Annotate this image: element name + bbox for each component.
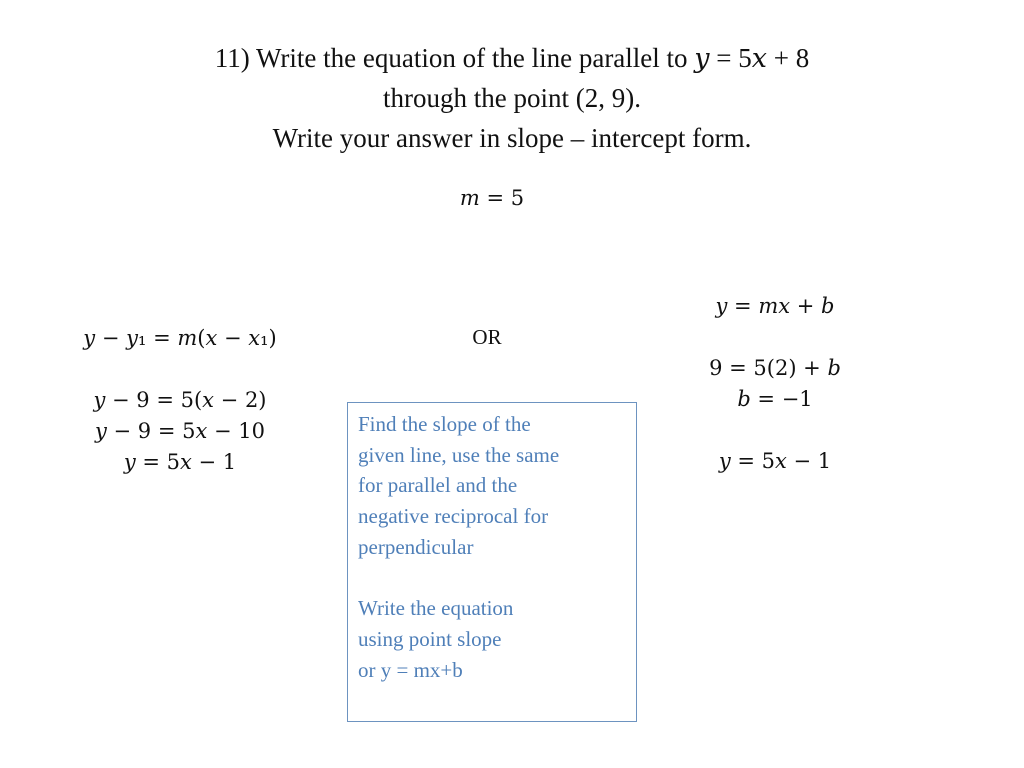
slope-intercept-method: [660, 291, 890, 477]
point-slope-method: [40, 323, 320, 478]
hint-note-box: [347, 402, 637, 722]
slope-intercept-formula: 𝑦 = 𝑚𝑥 + 𝑏: [715, 294, 835, 318]
point-slope-step-1: 𝑦 − 9 = 5(𝑥 − 2): [93, 388, 267, 412]
problem-statement: [40, 38, 984, 158]
problem-line-3: Write your answer in slope – intercept form.: [272, 123, 752, 153]
hint-paragraph-2: Write the equation using point slope or y = mx+b: [358, 596, 514, 682]
slope-intercept-step-2: 𝑏 = −1: [737, 387, 813, 411]
slope-value: 𝑚 = 5: [459, 186, 525, 210]
slope-intercept-step-1: 9 = 5(2) + 𝑏: [709, 356, 841, 380]
point-slope-step-2: 𝑦 − 9 = 5𝑥 − 10: [95, 419, 265, 443]
problem-line-2: through the point (2, 9).: [383, 83, 641, 113]
point-slope-formula: 𝑦 − 𝑦₁ = 𝑚(𝑥 − 𝑥₁): [83, 326, 277, 350]
slope-intercept-result: 𝑦 = 5𝑥 − 1: [718, 449, 832, 473]
point-slope-result: 𝑦 = 5𝑥 − 1: [123, 450, 237, 474]
or-separator: OR: [472, 325, 502, 349]
problem-line-1: 11) Write the equation of the line parallel to 𝑦 = 5𝑥 + 8: [214, 43, 810, 73]
hint-paragraph-1: Find the slope of the given line, use the same for parallel and the negative reciprocal for perpendicular: [358, 412, 560, 559]
